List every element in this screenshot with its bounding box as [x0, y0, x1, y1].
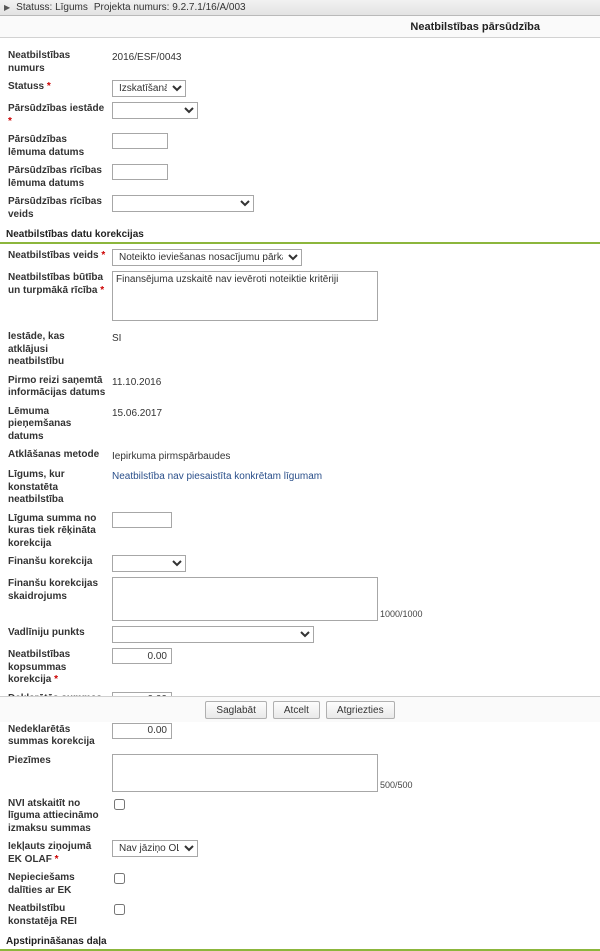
row-incident-type: [0, 246, 600, 268]
value-detection-method: Iepirkuma pirmspārbaudes: [112, 451, 231, 462]
row-first-info-date: [0, 371, 600, 402]
required-marker: *: [8, 115, 12, 127]
undeclared-correction-input[interactable]: [112, 723, 172, 739]
page-title: Neatbilstības pārsūdzība: [410, 20, 540, 33]
row-detected-by-rei: [0, 899, 600, 930]
appeal-decision-date-input[interactable]: [112, 133, 168, 149]
status-select[interactable]: [112, 80, 186, 97]
label-appeal-action-type: Pārsūdzības rīcības veids: [8, 196, 102, 220]
appeal-authority-select[interactable]: [112, 102, 198, 119]
olaf-report-select[interactable]: [112, 840, 198, 857]
row-detecting-authority: [0, 327, 600, 371]
breadcrumb-status: Statuss: Līgums: [16, 2, 88, 13]
required-marker: *: [100, 284, 105, 296]
notes-char-counter: 500/500: [380, 779, 413, 790]
required-marker: *: [54, 674, 59, 685]
row-financial-correction-explanation: [0, 574, 600, 623]
value-related-contract: Neatbilstība nav piesaistīta konkrētam līgumam: [112, 471, 323, 482]
nvi-deduct-checkbox[interactable]: [114, 799, 125, 810]
row-appeal-action-decision-date: [0, 161, 600, 192]
label-status: [0, 79, 112, 94]
label-undeclared-correction: Nedeklarētās summas korekcija: [8, 723, 95, 747]
guideline-point-select[interactable]: [112, 626, 314, 643]
contract-amount-input[interactable]: [112, 512, 172, 528]
label-financial-correction: Finanšu korekcija: [8, 556, 93, 567]
row-incident-number: [0, 46, 600, 77]
section-header-approval: Apstiprināšanas daļa: [0, 936, 600, 951]
label-detection-method: Atklāšanas metode: [8, 449, 100, 460]
row-total-correction: [0, 645, 600, 689]
label-decision-date: Lēmuma pieņemšanas datums: [8, 405, 72, 442]
page-header: [0, 16, 600, 38]
value-incident-number: 2016/ESF/0043: [112, 52, 182, 63]
row-related-contract: [0, 465, 600, 509]
appeal-action-type-select[interactable]: [112, 195, 254, 212]
row-contract-amount: [0, 509, 600, 553]
label-status-text: Statuss: [8, 81, 45, 92]
financial-correction-explanation-textarea[interactable]: [112, 577, 378, 621]
breadcrumb-project-number: Projekta numurs: 9.2.7.1/16/A/003: [93, 2, 246, 13]
label-total-correction-text: Neatbilstības kopsummas korekcija: [8, 649, 71, 685]
notes-textarea[interactable]: [112, 754, 378, 792]
row-notes: [0, 751, 600, 794]
label-related-contract: Līgums, kur konstatēta neatbilstība: [8, 469, 65, 505]
label-olaf-report: [0, 839, 112, 866]
label-nvi-deduct: NVI atskaitīt no līguma attiecināmo izmaksu summas: [8, 797, 99, 834]
row-appeal-decision-date: [0, 130, 600, 161]
section-header-corrections: Neatbilstības datu korekcijas: [0, 229, 600, 244]
label-appeal-authority-text: Pārsūdzības iestāde: [8, 103, 105, 114]
back-button[interactable]: Atgriezties: [326, 701, 395, 719]
incident-type-select[interactable]: [112, 249, 302, 266]
detected-by-rei-checkbox[interactable]: [114, 904, 125, 915]
row-share-with-ek: [0, 868, 600, 899]
row-guideline-point: [0, 623, 600, 645]
label-incident-essence: [0, 270, 112, 297]
label-olaf-report-text: Iekļauts ziņojumā EK OLAF: [8, 841, 92, 865]
label-total-correction: [0, 647, 112, 687]
label-guideline-point: Vadlīniju punkts: [8, 627, 85, 638]
appeal-action-decision-date-input[interactable]: [112, 164, 168, 180]
total-correction-input[interactable]: [112, 648, 172, 664]
required-marker: *: [46, 81, 51, 92]
label-notes: Piezīmes: [8, 754, 51, 766]
row-incident-essence: [0, 268, 600, 327]
label-detected-by-rei: Neatbilstību konstatēja REI: [8, 903, 77, 927]
value-decision-date: 15.06.2017: [112, 407, 163, 419]
label-appeal-action-decision-date: Pārsūdzības rīcības lēmuma datums: [8, 165, 102, 189]
row-appeal-action-type: [0, 192, 600, 223]
row-financial-correction: [0, 552, 600, 574]
label-first-info-date: Pirmo reizi saņemtā informācijas datums: [8, 374, 106, 398]
row-decision-date: [0, 402, 600, 446]
row-olaf-report: [0, 837, 600, 868]
incident-essence-textarea[interactable]: [112, 271, 378, 321]
value-first-info-date: 11.10.2016: [112, 376, 162, 388]
label-contract-amount: Līguma summa no kuras tiek rēķināta korekcija: [8, 512, 97, 549]
breadcrumb-bar: [0, 0, 600, 16]
footer-toolbar: [0, 696, 600, 722]
label-appeal-authority: [0, 101, 112, 128]
required-marker: *: [101, 250, 106, 261]
financial-correction-select[interactable]: [112, 555, 186, 572]
label-appeal-decision-date: Pārsūdzības lēmuma datums: [8, 134, 85, 158]
row-appeal-authority: [0, 99, 600, 130]
row-nvi-deduct: [0, 794, 600, 838]
row-detection-method: [0, 445, 600, 465]
label-incident-essence-text: Neatbilstības būtība un turpmākā rīcība: [8, 272, 104, 296]
cancel-button[interactable]: Atcelt: [273, 701, 320, 719]
label-share-with-ek: Nepieciešams dalīties ar EK: [8, 872, 75, 896]
value-detecting-authority: SI: [112, 333, 122, 344]
share-with-ek-checkbox[interactable]: [114, 873, 125, 884]
label-incident-number: Neatbilstības numurs: [8, 50, 71, 74]
save-button[interactable]: Saglabāt: [205, 701, 266, 719]
appeal-form: [0, 38, 600, 951]
row-undeclared-correction: [0, 720, 600, 751]
financial-correction-char-counter: 1000/1000: [380, 609, 423, 620]
required-marker: *: [54, 853, 59, 865]
row-status: [0, 77, 600, 99]
label-incident-type: [0, 248, 112, 263]
label-incident-type-text: Neatbilstības veids: [8, 250, 99, 261]
chevron-right-icon[interactable]: ▶: [4, 2, 11, 12]
label-detecting-authority: Iestāde, kas atklājusi neatbilstību: [8, 331, 65, 367]
label-financial-correction-explanation: Finanšu korekcijas skaidrojums: [8, 578, 99, 602]
